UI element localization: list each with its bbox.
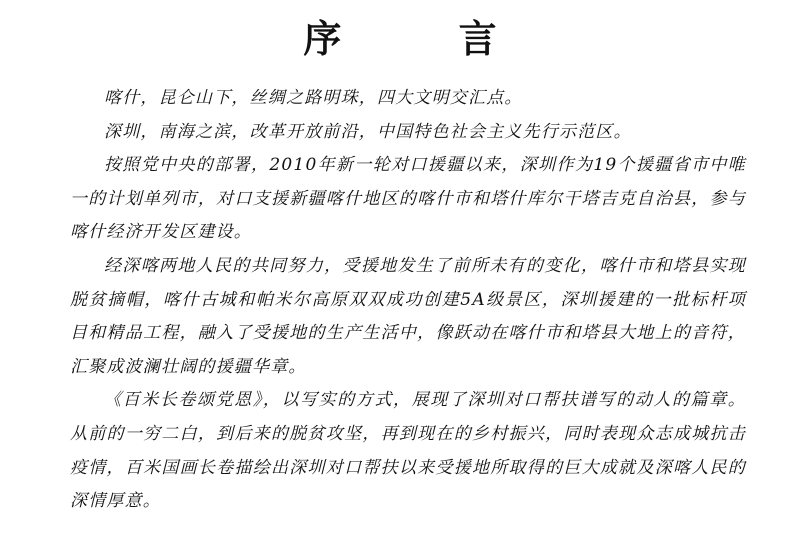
paragraph-scroll-painting: 《百米长卷颂党恩》，以写实的方式，展现了深圳对口帮扶谱写的动人的篇章。从前的一穷二白，到后来的脱贫攻坚，再到现在的乡村振兴，同时表现众志成城抗击疫情，百米国画长卷描绘出深圳对口帮扶以来受援地所取得的巨大成就及深喀人民的深情厚意。 bbox=[70, 390, 746, 512]
paragraph-achievements: 经深喀两地人民的共同努力，受援地发生了前所未有的变化，喀什市和塔县实现脱贫摘帽，喀什古城和帕米尔高原双双成功创建5A级景区，深圳援建的一批标杆项目和精品工程，融入了受援地的生产生活中，像跃动在喀什市和塔县大地上的音符，汇聚成波澜壮阔的援疆华章。 bbox=[70, 255, 746, 377]
paragraph-shenzhen: 深圳，南海之滨，改革开放前沿，中国特色社会主义先行示范区。 bbox=[104, 121, 632, 142]
document-title: 序 言 bbox=[303, 16, 549, 61]
paragraph-kashgar: 喀什，昆仑山下，丝绸之路明珠，四大文明交汇点。 bbox=[104, 88, 523, 108]
paragraph-deployment: 按照党中央的部署，2010年新一轮对口援疆以来，深圳作为19个援疆省市中唯一的计划单列市，对口支援新疆喀什地区的喀什市和塔什库尔干塔吉克自治县，参与喀什经济开发区建设。 bbox=[70, 155, 746, 243]
preface-body bbox=[70, 82, 746, 519]
